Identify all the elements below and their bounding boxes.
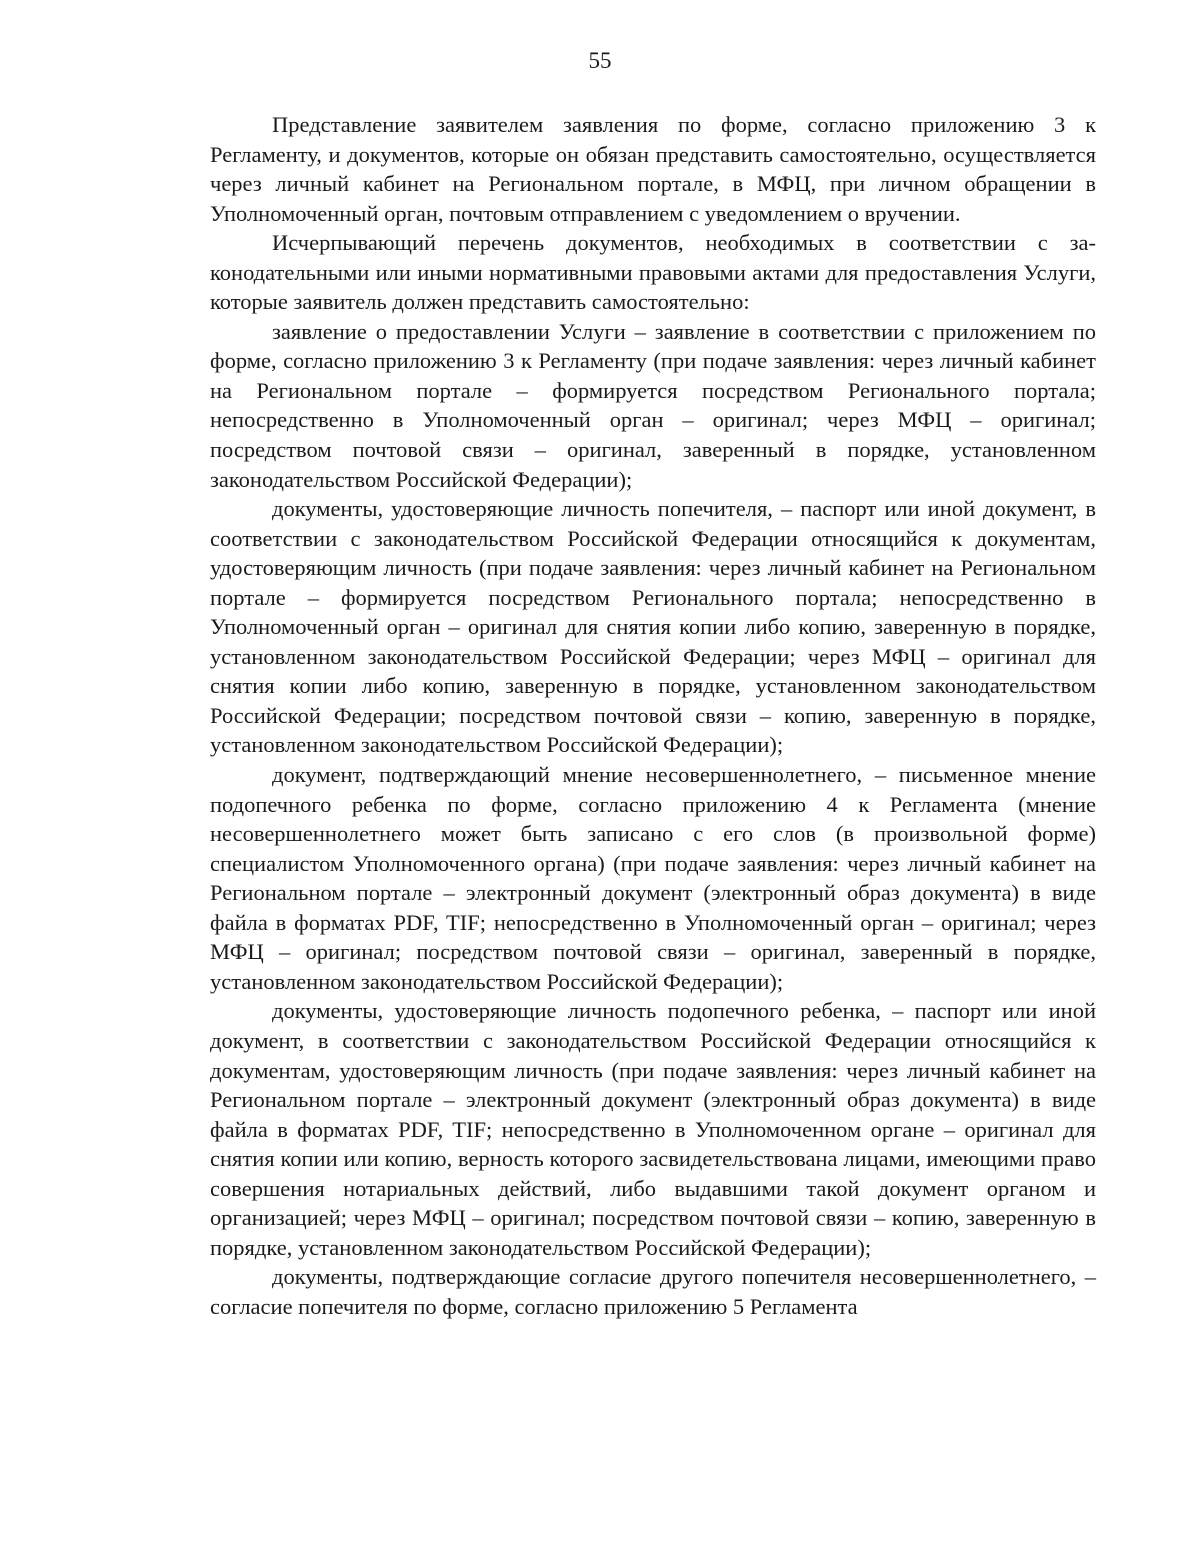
paragraph-application: заявление о предоставлении Услуги – заявление в соответствии с приложением по форме, согласно приложению 3 к Регламенту (при подаче заявления: через личный кабинет на Региональном портале – формируется посредством Регионального портала; непосредственно в Уполномоченный орган – оригинал; через МФЦ – оригинал; посредством почтовой связи – оригинал, заверенный в порядке, установленном законодательством Российской Федерации); — [210, 318, 1096, 492]
paragraph-child-identity: документы, удостоверяющие личность подопечного ребенка, – паспорт или иной документ, в соответствии с законодательством Российской Федерации относящийся к документам, удостоверяющим личность (при подаче заявления: через личный кабинет на Региональном портале – электронный документ (электронный образ документа) в виде файла в форматах PDF, TIF; непосредственно в Уполномоченном органе – оригинал для снятия копии или копию, верность которого засвидетельствована лицами, имеющими право совершения нотариальных действий, либо выдавшими такой документ органом и организацией; через МФЦ – оригинал; посредством почтовой связи – копию, заверенную в порядке, установленном законодательством Российской Федерации); — [210, 998, 1096, 1260]
document-body — [210, 110, 1096, 1321]
paragraph-minor-opinion: документ, подтверждающий мнение несовершеннолетнего, – письменное мнение подопечного ребенка по форме, согласно приложению 4 к Регламента (мнение несовершеннолетнего может быть записано с его слов (в произвольной форме) специалистом Уполномоченного органа) (при подаче заявления: через личный кабинет на Региональном портале – электронный документ (электронный образ документа) в виде файла в форматах PDF, TIF; непосредственно в Уполномоченный орган – оригинал; через МФЦ – оригинал; посредством почтовой связи – оригинал, заверенный в порядке, установленном законодательством Российской Федерации); — [210, 762, 1096, 994]
page-number: 55 — [588, 48, 612, 73]
paragraph-documents-list-intro: Исчерпывающий перечень документов, необходимых в соответствии с законодательными или иными нормативными правовыми актами для предоставления Услуги, которые заявитель должен представить самостоятельно: — [210, 230, 1096, 315]
paragraph-other-guardian-consent: документы, подтверждающие согласие другого попечителя несовершеннолетнего, – согласие попечителя по форме, согласно приложению 5 Регламента — [210, 1264, 1096, 1319]
paragraph-submission-methods: Представление заявителем заявления по форме, согласно приложению 3 к Регламенту, и документов, которые он обязан представить самостоятельно, осуществляется через личный кабинет на Региональном портале, в МФЦ, при личном обращении в Уполномоченный орган, почтовым отправлением с уведомлением о вручении. — [210, 112, 1096, 226]
paragraph-guardian-identity: документы, удостоверяющие личность попечителя, – паспорт или иной документ, в соответствии с законодательством Российской Федерации относящийся к документам, удостоверяющим личность (при подаче заявления: через личный кабинет на Региональном портале – формируется посредством Регионального портала; непосредственно в Уполномоченный орган – оригинал для снятия копии либо копию, заверенную в порядке, установленном законодательством Российской Федерации; через МФЦ – оригинал для снятия копии либо копию, заверенную в порядке, установленном законодательством Российской Федерации; посредством почтовой связи – копию, заверенную в порядке, установленном законодательством Российской Федерации); — [210, 496, 1096, 758]
